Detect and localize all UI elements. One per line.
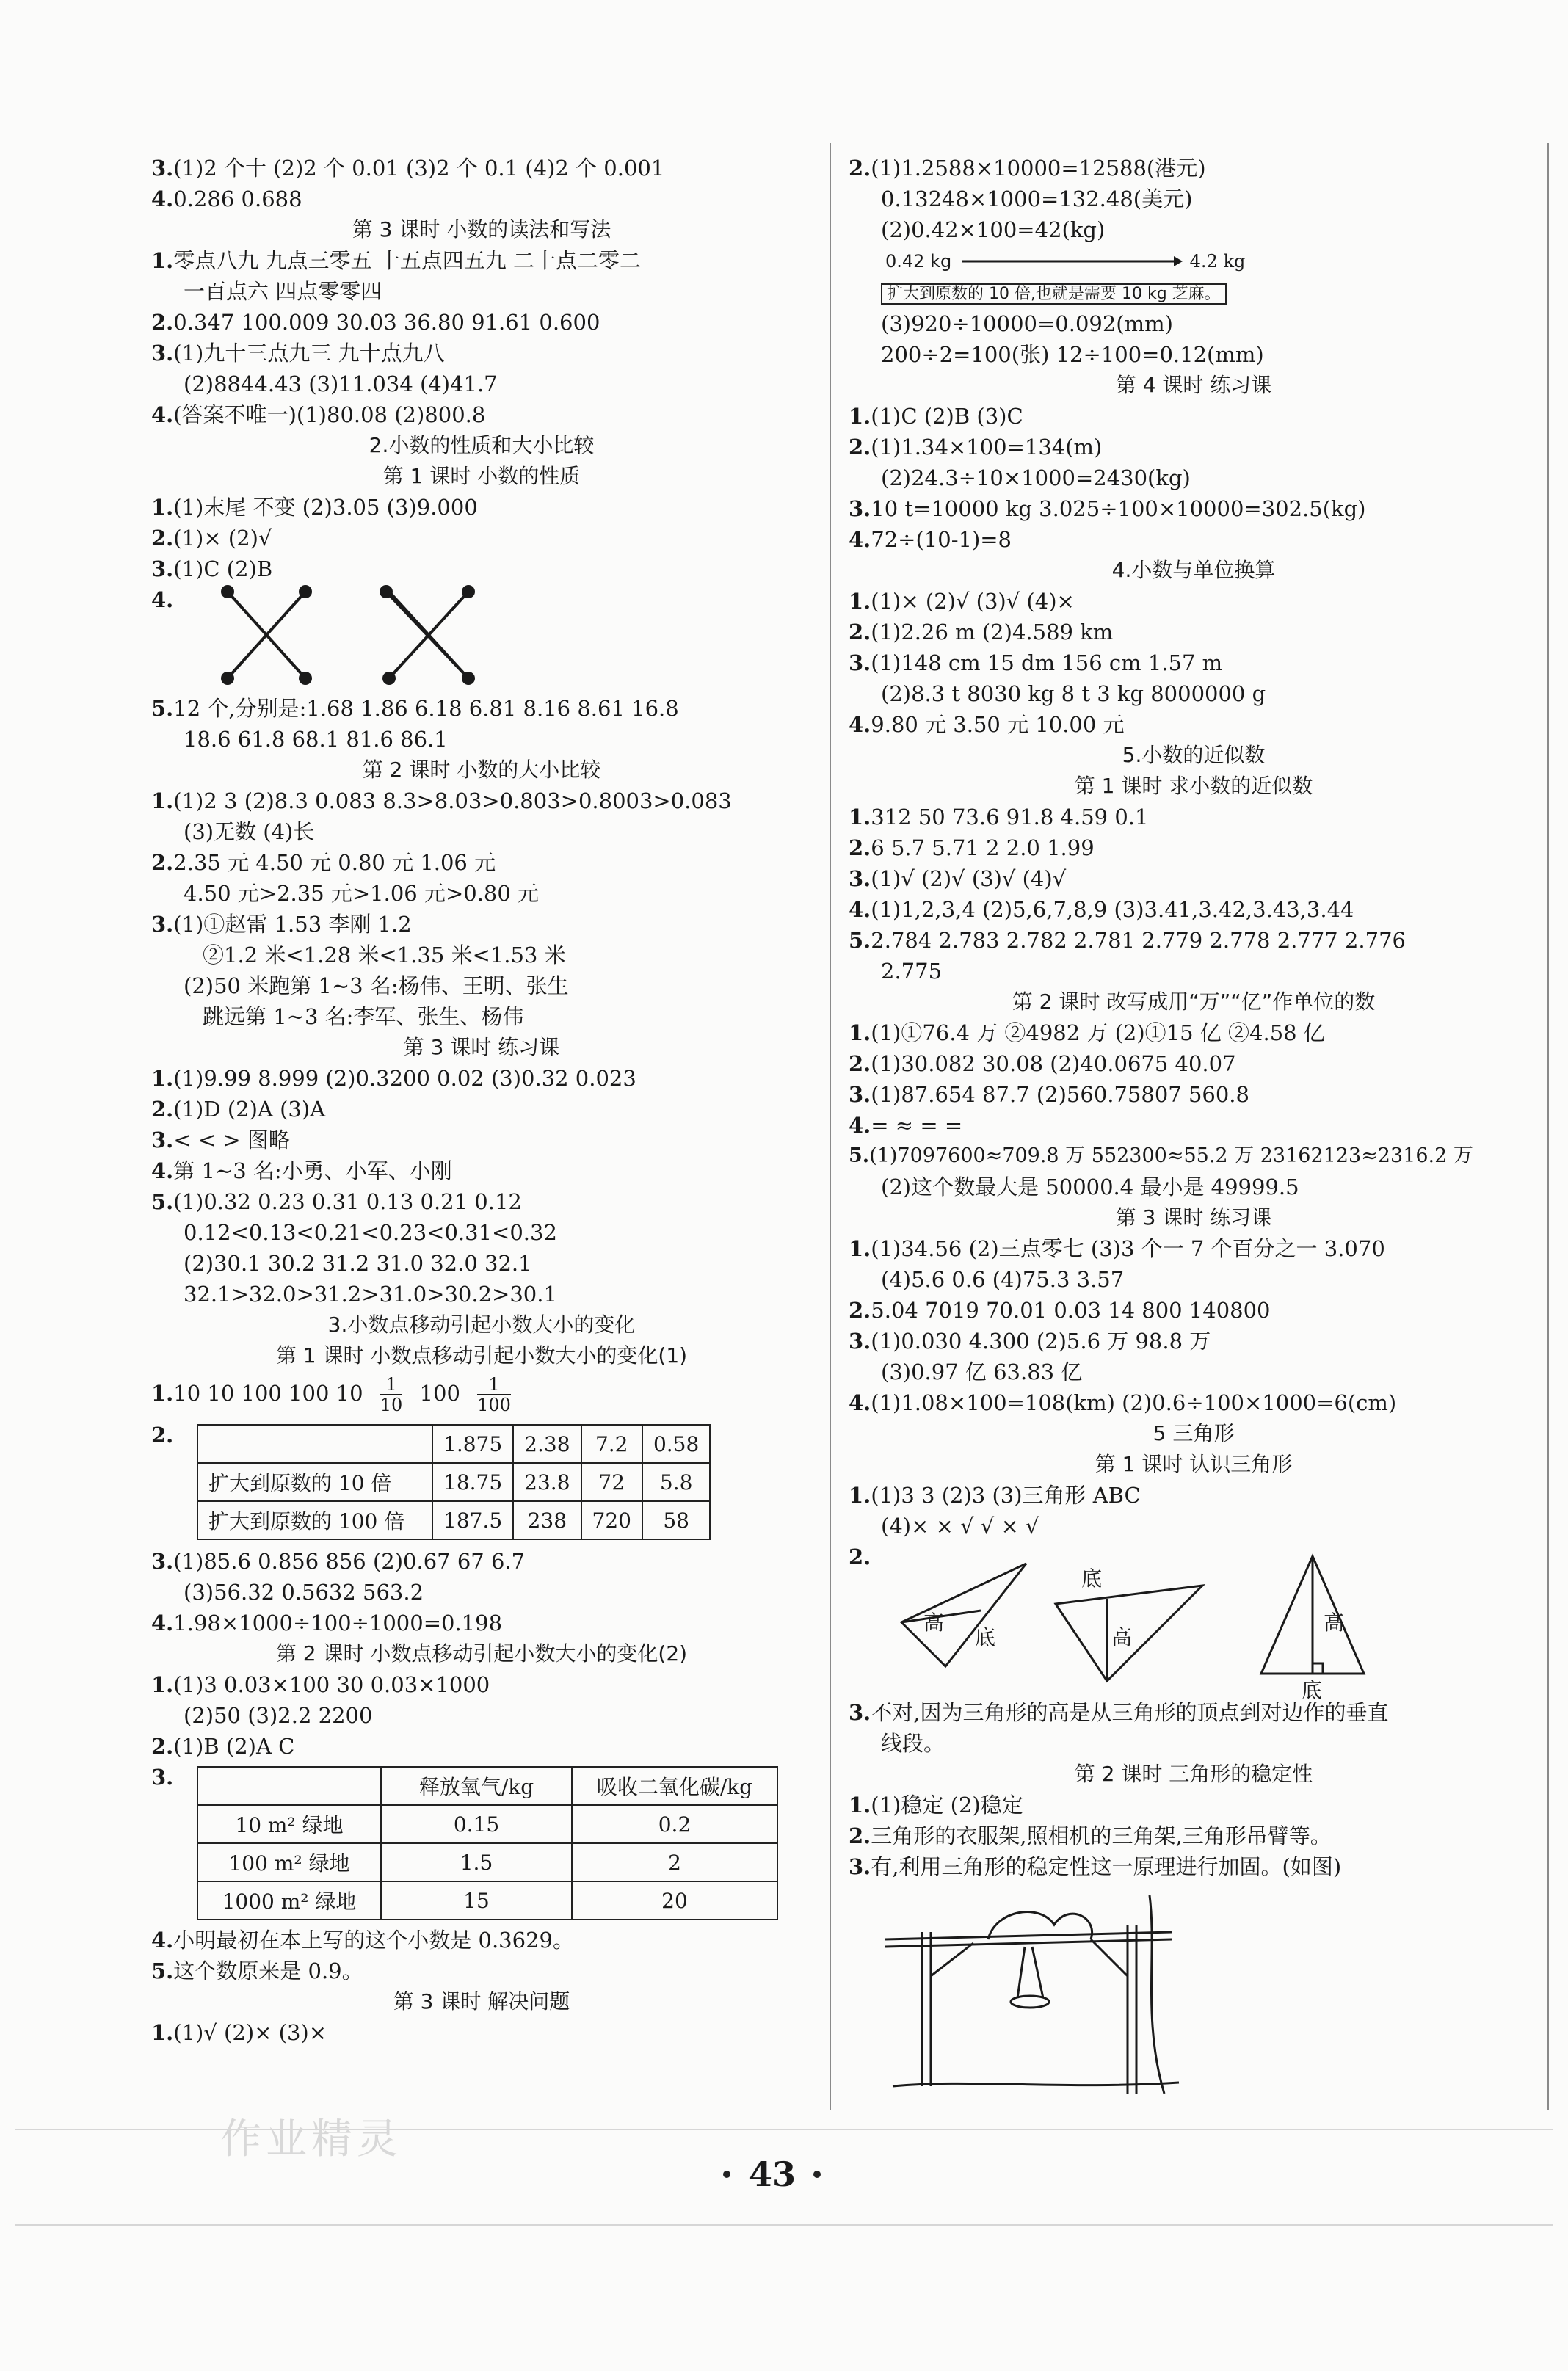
table-cell: 18.75 xyxy=(432,1463,513,1501)
table-cell: 吸收二氧化碳/kg xyxy=(572,1767,777,1805)
answer-text: < < > 图略 xyxy=(173,1128,290,1152)
watermark: 作业精灵 xyxy=(220,2116,402,2163)
matching-lines-figure xyxy=(197,584,505,687)
table-cell: 2.38 xyxy=(513,1425,581,1463)
answer-text: (1)√ (2)× (3)× xyxy=(173,2020,327,2045)
fraction: $\frac{1}{10}$ xyxy=(380,1374,403,1415)
answer-text: 零点八九 九点三零五 十五点四五九 二十点二零二 xyxy=(173,248,641,273)
answer-text: (4)× × √ √ × √ xyxy=(881,1514,1039,1539)
answer-text: (1)C (2)B xyxy=(173,556,273,581)
section-heading: 2.小数的性质和大小比较 xyxy=(369,433,595,457)
lesson-heading: 第 3 课时 练习课 xyxy=(403,1035,560,1059)
answer-text: 0.13248×1000=132.48(美元) xyxy=(881,186,1193,211)
answer-text: (1)1.34×100=134(m) xyxy=(871,435,1103,460)
lesson-heading: 第 1 课时 小数点移动引起小数大小的变化(1) xyxy=(275,1343,688,1368)
answer-text: 1.98×1000÷100÷1000=0.198 xyxy=(173,1611,503,1635)
table-cell: 238 xyxy=(513,1501,581,1539)
arrow-diagram: 0.42 kg 4.2 kg xyxy=(885,251,1246,272)
lesson-heading: 第 1 课时 求小数的近似数 xyxy=(1074,774,1313,798)
table-cell: 扩大到原数的 100 倍 xyxy=(197,1501,432,1539)
table-cell: 72 xyxy=(581,1463,642,1501)
answer-text: (1)30.082 30.08 (2)40.0675 40.07 xyxy=(871,1051,1236,1076)
lesson-heading: 第 3 课时 练习课 xyxy=(1115,1205,1272,1230)
lesson-heading: 第 1 课时 认识三角形 xyxy=(1095,1452,1293,1476)
answer-text: (1)2 个十 (2)2 个 0.01 (3)2 个 0.1 (4)2 个 0.001 xyxy=(173,156,665,181)
lesson-heading: 第 2 课时 三角形的稳定性 xyxy=(1074,1762,1313,1786)
table-cell: 10 m² 绿地 xyxy=(197,1805,381,1843)
lesson-heading: 第 4 课时 练习课 xyxy=(1115,373,1272,397)
answer-text: 小明最初在本上写的这个小数是 0.3629。 xyxy=(173,1928,574,1953)
section-heading: 5.小数的近似数 xyxy=(1122,743,1266,767)
answer-text: ②1.2 米<1.28 米<1.35 米<1.53 米 xyxy=(203,943,566,967)
table-cell: 0.58 xyxy=(642,1425,710,1463)
answer-text: (2)0.42×100=42(kg) xyxy=(881,217,1106,242)
lesson-heading: 第 2 课时 小数点移动引起小数大小的变化(2) xyxy=(275,1641,688,1666)
scaling-table xyxy=(197,1424,711,1540)
label-di: 底 xyxy=(1081,1566,1103,1591)
lesson-heading: 第 2 课时 小数的大小比较 xyxy=(362,758,601,782)
answer-text: 不对,因为三角形的高是从三角形的顶点到对边作的垂直 xyxy=(871,1700,1389,1725)
answer-text: (1)0.030 4.300 (2)5.6 万 98.8 万 xyxy=(871,1329,1211,1354)
answer-text: 5.04 7019 70.01 0.03 14 800 140800 xyxy=(871,1298,1271,1323)
table-cell: 扩大到原数的 10 倍 xyxy=(197,1463,432,1501)
answer-text: (1)0.32 0.23 0.31 0.13 0.21 0.12 xyxy=(173,1189,522,1214)
answer-text: (1)87.654 87.7 (2)560.75807 560.8 xyxy=(871,1082,1249,1107)
answer-text: 0.286 0.688 xyxy=(173,186,302,211)
answer-text: (1)C (2)B (3)C xyxy=(871,404,1023,429)
table-cell: 0.2 xyxy=(572,1805,777,1843)
reinforced-frame-illustration xyxy=(878,1888,1186,2108)
answer-text: (3)0.97 亿 63.83 亿 xyxy=(881,1359,1083,1384)
table-cell: 1.5 xyxy=(381,1843,572,1881)
table-cell: 187.5 xyxy=(432,1501,513,1539)
left-column: 3.(1)2 个十 (2)2 个 0.01 (3)2 个 0.1 (4)2 个 0.001 4.0.286 0.688 第 3 课时 小数的读法和写法 1.零点八九 九点三零五 十五点四五九 二十点二零二 一百点六 四点零零四 2.0.347 100.009 30.03 36.80 91.61 0.600 3.(1)九十三点九三 九十点九八 (2)8844.43 (3)11.034 (4)41.7 4.(答案不唯一)(1)80.08 (2)800.8 2.小数的性质和大小比较 第 1 课时 小数的性质 1.(1)末尾 不变 (2)3.05 (3)9.000 2.(1)× (2)√ 3.(1)C (2)B 4. 5.12 个,分别是:1.68 1.86 6.18 6.81 8.16 8.61 16.8 18.6 61.8 68.1 81.6 86.1 第 2 课时 小数的大小比较 1.(1)2 3 (2)8.3 0.083 8.3>8.03>0.803>0.8003>0.083 (3)无数 (4)长 2.2.35 元 4.50 元 0.80 元 1.06 元 4.50 元>2.35 元>1.06 元>0.80 元 3.(1)①赵雷 1.53 李刚 1.2 ②1.2 米<1.28 米<1.35 米<1.53 米 (2)50 米跑第 1~3 名:杨伟、王明、张生 跳远第 1~3 名:李军、张生、杨伟 第 3 课时 练习课 1.(1)9.99 8.999 (2)0.3200 0.02 (3)0.32 0.023 2.(1)D (2)A (3)A 3.< < > 图略 4.第 1~3 名:小勇、小军、小刚 5.(1)0.32 0.23 0.31 0.13 0.21 0.12 0.12<0.13<0.21<0.23<0.31<0.32 (2)30.1 30.2 31.2 31.0 32.0 32.1 32.1>32.0>31.2>31.0>30.2>30.1 3.小数点移动引起小数大小的变化 第 1 课时 小数点移动引起小数大小的变化(1) 1.10 10 100 100 10 $\frac{1}{10}$ 100 $\frac{1}{100}$ 2. 1.875 2.38 7.2 0.58 扩大到原数的 10 倍 18.75 23.8 72 5.8 扩大到原数的 100 倍 187.5 238 720 58 3.(1)85.6 0.856 856 (2)0.67 67 6.7 (3)56.32 0.5632 563.2 4.1.98×1000÷100÷1000=0.198 第 2 课时 小数点移动引起小数大小的变化(2) 1.(1)3 0.03×100 30 0.03×1000 (2)50 (3)2.2 2200 2.(1)B (2)A C 3. 释放氧气/kg 吸收二氧化碳/kg 10 m² 绿地 0.15 0.2 100 m² 绿地 1.5 2 1000 m² 绿地 15 20 4.小明最初在本上写的这个小数是 0.3629。 5.这个数原来是 0.9。 第 3 课时 解决问题 1.(1)√ (2)× (3)× xyxy=(151,153,812,2048)
answer-text: (1)148 cm 15 dm 156 cm 1.57 m xyxy=(871,650,1223,675)
answer-text: 2.35 元 4.50 元 0.80 元 1.06 元 xyxy=(173,850,496,875)
label-di: 底 xyxy=(1302,1678,1323,1702)
table-cell: 20 xyxy=(572,1881,777,1920)
table-cell: 2 xyxy=(572,1843,777,1881)
table-cell: 释放氧气/kg xyxy=(381,1767,572,1805)
answer-text: (1)2.26 m (2)4.589 km xyxy=(871,620,1114,645)
answer-text: 2.775 xyxy=(881,959,943,984)
section-heading: 4.小数与单位换算 xyxy=(1111,558,1276,582)
answer-text: (1)D (2)A (3)A xyxy=(173,1097,326,1122)
column-divider xyxy=(830,143,831,2110)
answer-text: 10 t=10000 kg 3.025÷100×10000=302.5(kg) xyxy=(871,496,1366,521)
answer-text: (1)√ (2)√ (3)√ (4)√ xyxy=(871,866,1067,891)
answer-text: 跳远第 1~3 名:李军、张生、杨伟 xyxy=(203,1004,524,1029)
right-column: 2.(1)1.2588×10000=12588(港元) 0.13248×1000=132.48(美元) (2)0.42×100=42(kg) 0.42 kg 4.2 kg 扩大到原数的 10 倍,也就是需要 10 kg 芝麻。 (3)920÷10000=0.092(mm) 200÷2=100(张) 12÷100=0.12(mm) 第 4 课时 练习课 1.(1)C (2)B (3)C 2.(1)1.34×100=134(m) (2)24.3÷10×1000=2430(kg) 3.10 t=10000 kg 3.025÷100×10000=302.5(kg) 4.72÷(10-1)=8 4.小数与单位换算 1.(1)× (2)√ (3)√ (4)× 2.(1)2.26 m (2)4.589 km 3.(1)148 cm 15 dm 156 cm 1.57 m (2)8.3 t 8030 kg 8 t 3 kg 8000000 g 4.9.80 元 3.50 元 10.00 元 5.小数的近似数 第 1 课时 求小数的近似数 1.312 50 73.6 91.8 4.59 0.1 2.6 5.7 5.71 2 2.0 1.99 3.(1)√ (2)√ (3)√ (4)√ 4.(1)1,2,3,4 (2)5,6,7,8,9 (3)3.41,3.42,3.43,3.44 5.2.784 2.783 2.782 2.781 2.779 2.778 2.777 2.776 2.775 第 2 课时 改写成用“万”“亿”作单位的数 1.(1)①76.4 万 ②4982 万 (2)①15 亿 ②4.58 亿 2.(1)30.082 30.08 (2)40.0675 40.07 3.(1)87.654 87.7 (2)560.75807 560.8 4.= ≈ = = 5.(1)7097600≈709.8 万 552300≈55.2 万 23162123≈2316.2 万 (2)这个数最大是 50000.4 最小是 49999.5 第 3 课时 练习课 1.(1)34.56 (2)三点零七 (3)3 个一 7 个百分之一 3.070 (4)5.6 0.6 (4)75.3 3.57 2.5.04 7019 70.01 0.03 14 800 140800 3.(1)0.030 4.300 (2)5.6 万 98.8 万 (3)0.97 亿 63.83 亿 4.(1)1.08×100=108(km) (2)0.6÷100×1000=6(cm) 5 三角形 第 1 课时 认识三角形 1.(1)3 3 (2)3 (3)三角形 ABC (4)× × √ √ × √ 2. 高 底 底 高 高 底 3.不对,因为三角形的高是从三角形的顶点到对边作的垂直 线段。 第 2 课时 三角形的稳定性 1.(1)稳定 (2)稳定 2.三角形的衣服架,照相机的三角架,三角形吊臂等。 3.有,利用三角形的稳定性这一原理进行加固。(如图) xyxy=(849,153,1539,2111)
table-cell: 15 xyxy=(381,1881,572,1920)
answer-text: (1)× (2)√ (3)√ (4)× xyxy=(871,589,1075,614)
answer-text: (1)9.99 8.999 (2)0.3200 0.02 (3)0.32 0.023 xyxy=(173,1066,636,1091)
answer-text: (2)这个数最大是 50000.4 最小是 49999.5 xyxy=(881,1174,1299,1199)
answer-text: (2)8.3 t 8030 kg 8 t 3 kg 8000000 g xyxy=(881,681,1266,706)
table-cell: 0.15 xyxy=(381,1805,572,1843)
answer-text: 4.50 元>2.35 元>1.06 元>0.80 元 xyxy=(184,881,540,906)
answer-text: 线段。 xyxy=(881,1731,945,1756)
arrow-icon xyxy=(962,254,1183,269)
table-cell: 58 xyxy=(642,1501,710,1539)
answer-text: (1)1,2,3,4 (2)5,6,7,8,9 (3)3.41,3.42,3.43,3.44 xyxy=(871,897,1354,922)
answer-text: 0.347 100.009 30.03 36.80 91.61 0.600 xyxy=(173,310,600,335)
page-number-dot-right xyxy=(813,2171,821,2178)
answer-text: 10 10 100 100 10 xyxy=(173,1381,363,1406)
answer-text: (2)24.3÷10×1000=2430(kg) xyxy=(881,465,1191,490)
answer-text: (1)85.6 0.856 856 (2)0.67 67 6.7 xyxy=(173,1549,526,1574)
triangle-heights-figure xyxy=(894,1542,1525,1702)
page-number: 43 xyxy=(749,2154,796,2194)
answer-text: (1)B (2)A C xyxy=(173,1734,295,1759)
table-cell: 1000 m² 绿地 xyxy=(197,1881,381,1920)
green-area-table xyxy=(197,1766,778,1920)
lesson-heading: 第 3 课时 小数的读法和写法 xyxy=(352,217,611,242)
table-cell: 23.8 xyxy=(513,1463,581,1501)
answer-text: 72÷(10-1)=8 xyxy=(871,527,1012,552)
answer-text: (4)5.6 0.6 (4)75.3 3.57 xyxy=(881,1267,1125,1292)
answer-text: (1)3 0.03×100 30 0.03×1000 xyxy=(173,1672,490,1697)
answer-text: (1)稳定 (2)稳定 xyxy=(871,1793,1023,1818)
answer-text: 32.1>32.0>31.2>31.0>30.2>30.1 xyxy=(184,1282,557,1307)
answer-text: 有,利用三角形的稳定性这一原理进行加固。(如图) xyxy=(871,1854,1342,1879)
answer-text: (1)1.2588×10000=12588(港元) xyxy=(871,156,1206,181)
answer-text: (1)2 3 (2)8.3 0.083 8.3>8.03>0.803>0.8003>0.083 xyxy=(173,788,732,813)
lesson-heading: 第 1 课时 小数的性质 xyxy=(382,464,581,488)
page-number-dot-left xyxy=(723,2171,730,2178)
answer-text: 12 个,分别是:1.68 1.86 6.18 6.81 8.16 8.61 16.8 xyxy=(173,696,679,721)
answer-text: (1)× (2)√ xyxy=(173,526,272,551)
answer-text: (3)920÷10000=0.092(mm) xyxy=(881,311,1173,336)
answer-text: (1)①赵雷 1.53 李刚 1.2 xyxy=(173,912,412,937)
answer-text: (1)7097600≈709.8 万 552300≈55.2 万 23162123≈2316.2 万 xyxy=(869,1144,1473,1167)
label-gao: 高 xyxy=(923,1611,945,1635)
answer-text: (2)50 米跑第 1~3 名:杨伟、王明、张生 xyxy=(184,973,569,998)
label-gao: 高 xyxy=(1111,1625,1133,1649)
answer-text: 312 50 73.6 91.8 4.59 0.1 xyxy=(871,805,1149,829)
answer-text: 100 xyxy=(419,1381,460,1406)
answer-text: 这个数原来是 0.9。 xyxy=(173,1958,363,1983)
unit-heading: 5 三角形 xyxy=(1153,1421,1235,1445)
answer-text: (1)九十三点九三 九十点九八 xyxy=(173,341,445,366)
answer-text: (2)30.1 30.2 31.2 31.0 32.0 32.1 xyxy=(184,1251,532,1276)
answer-text: (1)34.56 (2)三点零七 (3)3 个一 7 个百分之一 3.070 xyxy=(871,1236,1385,1261)
section-heading: 3.小数点移动引起小数大小的变化 xyxy=(327,1312,636,1337)
right-border xyxy=(1547,143,1549,2110)
answer-text: 2.784 2.783 2.782 2.781 2.779 2.778 2.777 2.776 xyxy=(871,928,1406,953)
answer-text: 一百点六 四点零零四 xyxy=(184,279,382,304)
answer-text: (3)56.32 0.5632 563.2 xyxy=(184,1580,424,1605)
label-di: 底 xyxy=(975,1625,996,1649)
answer-text: 6 5.7 5.71 2 2.0 1.99 xyxy=(871,835,1095,860)
answer-text: (3)无数 (4)长 xyxy=(184,819,315,844)
label-gao: 高 xyxy=(1324,1611,1345,1635)
fraction: $\frac{1}{100}$ xyxy=(477,1374,511,1415)
answer-text: 三角形的衣服架,照相机的三角架,三角形吊臂等。 xyxy=(871,1823,1332,1848)
answer-text: (2)50 (3)2.2 2200 xyxy=(184,1703,373,1728)
table-cell xyxy=(197,1425,432,1463)
table-cell: 5.8 xyxy=(642,1463,710,1501)
answer-text: 200÷2=100(张) 12÷100=0.12(mm) xyxy=(881,342,1264,367)
answer-text: (1)1.08×100=108(km) (2)0.6÷100×1000=6(cm) xyxy=(871,1390,1397,1415)
lesson-heading: 第 3 课时 解决问题 xyxy=(393,1989,570,2014)
answer-text: 第 1~3 名:小勇、小军、小刚 xyxy=(173,1158,452,1183)
table-cell: 1.875 xyxy=(432,1425,513,1463)
answer-text: 0.12<0.13<0.21<0.23<0.31<0.32 xyxy=(184,1220,557,1245)
answer-text: (1)3 3 (2)3 (3)三角形 ABC xyxy=(871,1483,1141,1508)
table-cell: 7.2 xyxy=(581,1425,642,1463)
answer-text: 9.80 元 3.50 元 10.00 元 xyxy=(871,712,1125,737)
table-cell: 100 m² 绿地 xyxy=(197,1843,381,1881)
answer-text: 18.6 61.8 68.1 81.6 86.1 xyxy=(184,727,448,752)
boxed-note: 扩大到原数的 10 倍,也就是需要 10 kg 芝麻。 xyxy=(881,283,1227,305)
lesson-heading: 第 2 课时 改写成用“万”“亿”作单位的数 xyxy=(1012,990,1376,1014)
answer-text: (1)末尾 不变 (2)3.05 (3)9.000 xyxy=(173,495,478,520)
answer-text: (答案不唯一)(1)80.08 (2)800.8 xyxy=(173,402,486,427)
footer-rule-bottom xyxy=(15,2224,1553,2226)
table-cell xyxy=(197,1767,381,1805)
answer-text: (2)8844.43 (3)11.034 (4)41.7 xyxy=(184,371,498,396)
answer-text: (1)①76.4 万 ②4982 万 (2)①15 亿 ②4.58 亿 xyxy=(871,1020,1325,1045)
answer-text: = ≈ = = xyxy=(871,1113,963,1138)
table-cell: 720 xyxy=(581,1501,642,1539)
